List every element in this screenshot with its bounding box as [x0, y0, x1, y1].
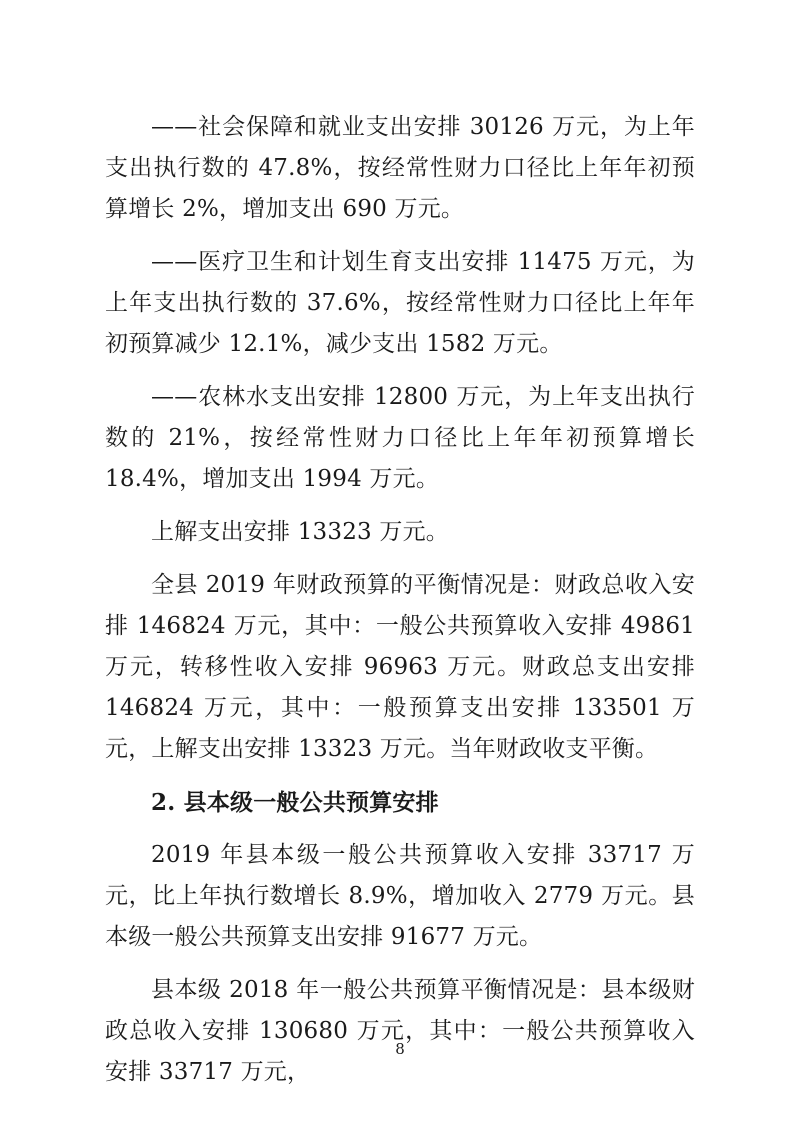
paragraph-health-care: ——医疗卫生和计划生育支出安排 11475 万元，为上年支出执行数的 37.6%，按经常性财力口径比上年年初预算减少 12.1%，减少支出 1582 万元。 [105, 249, 695, 357]
section-heading: 2. 县本级一般公共预算安排 [151, 789, 439, 816]
paragraph-remittance: 上解支出安排 13323 万元。 [151, 519, 449, 545]
paragraph-county-level-budget: 2019 年县本级一般公共预算收入安排 33717 万元，比上年执行数增长 8.9%，增加收入 2779 万元。县本级一般公共预算支出安排 91677 万元。 [105, 842, 695, 950]
paragraph-county-level-balance: 县本级 2018 年一般公共预算平衡情况是：县本级财政总收入安排 130680 万元，其中：一般公共预算收入安排 33717 万元， [105, 977, 695, 1085]
paragraph-agriculture: ——农林水支出安排 12800 万元，为上年支出执行数的 21%，按经常性财力口径比上年年初预算增长 18.4%，增加支出 1994 万元。 [105, 384, 695, 492]
document-body [105, 107, 695, 1105]
page-number: 8 [395, 1040, 405, 1058]
paragraph-county-balance: 全县 2019 年财政预算的平衡情况是：财政总收入安排 146824 万元，其中：一般公共预算收入安排 49861 万元，转移性收入安排 96963 万元。财政总支出安排 146824 万元，其中：一般预算支出安排 133501 万元，上解支出安排 13323 万元。当年财政收支平衡。 [105, 572, 695, 762]
paragraph-social-security: ——社会保障和就业支出安排 30126 万元，为上年支出执行数的 47.8%，按经常性财力口径比上年年初预算增长 2%，增加支出 690 万元。 [105, 114, 695, 222]
